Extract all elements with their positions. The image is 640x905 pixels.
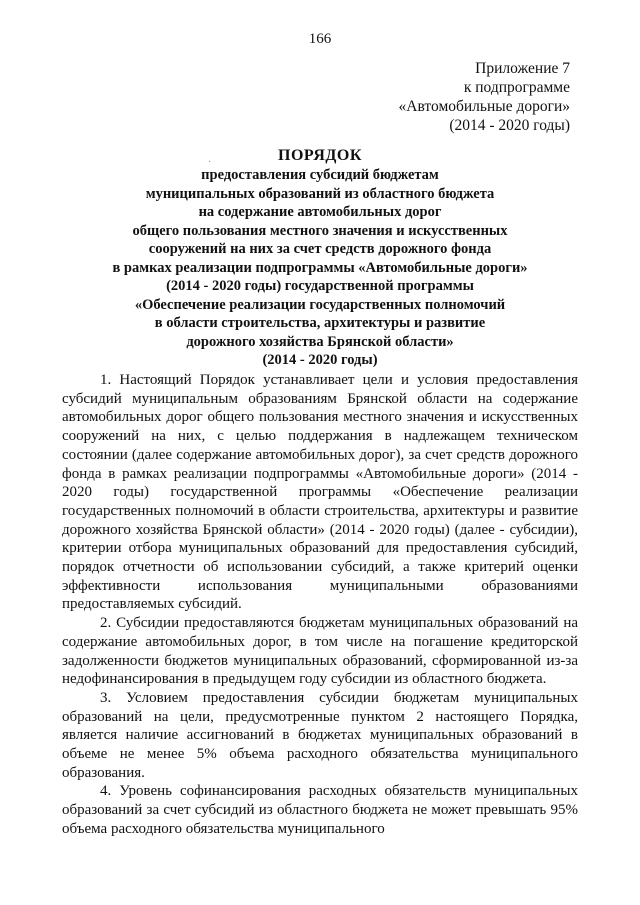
title-line: дорожного хозяйства Брянской области»	[186, 333, 454, 350]
appendix-line: (2014 - 2020 годы)	[449, 117, 570, 134]
scan-artifact-dot: ·	[208, 157, 212, 168]
document-title	[62, 146, 578, 370]
title-line: муниципальных образований из областного бюджета	[145, 185, 495, 202]
body-text	[62, 371, 578, 839]
appendix-block	[399, 59, 570, 135]
paragraph-2: 2. Субсидии предоставляются бюджетам муниципальных образований на содержание автомобильных дорог, в том числе на погашение кредиторской задолженности бюджетов муниципальных образований, сформированной из-за недофинансирования в предыдущем году субсидии из областного бюджета.	[62, 615, 578, 688]
title-line: общего пользования местного значения и искусственных	[132, 222, 508, 239]
title-line: «Обеспечение реализации государственных полномочий	[134, 296, 506, 313]
title-line: в области строительства, архитектуры и развитие	[154, 315, 486, 331]
title-line: предоставления субсидий бюджетам	[201, 167, 439, 183]
appendix-line: «Автомобильные дороги»	[398, 98, 570, 115]
appendix-line: к подпрограмме	[463, 79, 570, 96]
appendix-line: Приложение 7	[475, 60, 570, 77]
title-line: (2014 - 2020 годы) государственной программы	[166, 278, 474, 294]
title-line: в рамках реализации подпрограммы «Автомобильные дороги»	[112, 259, 528, 276]
title-heading: ПОРЯДОК	[278, 147, 362, 164]
paragraph-3: 3. Условием предоставления субсидии бюджетам муниципальных образований на цели, предусмотренные пунктом 2 настоящего Порядка, является наличие ассигнований в бюджетах муниципальных образований в объеме не менее 5% объема расходного обязательства муниципального образования.	[62, 689, 578, 781]
paragraph-4: 4. Уровень софинансирования расходных обязательств муниципальных образований за счет субсидий из областного бюджета не может превышать 95% объема расходного обязательства муниципального	[62, 783, 578, 837]
title-line: (2014 - 2020 годы)	[262, 352, 378, 368]
paragraph-1: 1. Настоящий Порядок устанавливает цели и условия предоставления субсидий муниципальным образованиям Брянской области на содержание автомобильных дорог общего пользования местного значения и искусственных сооружений на них, с целью поддержания в надлежащем техническом состоянии (далее содержание автомобильных дорог), за счет средств дорожного фонда в рамках реализации подпрограммы «Автомобильные дороги» (2014 - 2020 годы) государственной программы «Обеспечение реализации государственных полномочий в области строительства, архитектуры и развитие дорожного хозяйства Брянской области» (2014 - 2020 годы) (далее - субсидии), критерии отбора муниципальных образований для предоставления субсидий, порядок отчетности об использовании субсидий, а также критерий оценки эффективности использования муниципальными образованиями предоставляемых субсидий.	[62, 372, 578, 613]
page-number: 166	[308, 31, 332, 47]
title-line: сооружений на них за счет средств дорожного фонда	[148, 241, 492, 257]
title-line: на содержание автомобильных дорог	[198, 204, 442, 220]
